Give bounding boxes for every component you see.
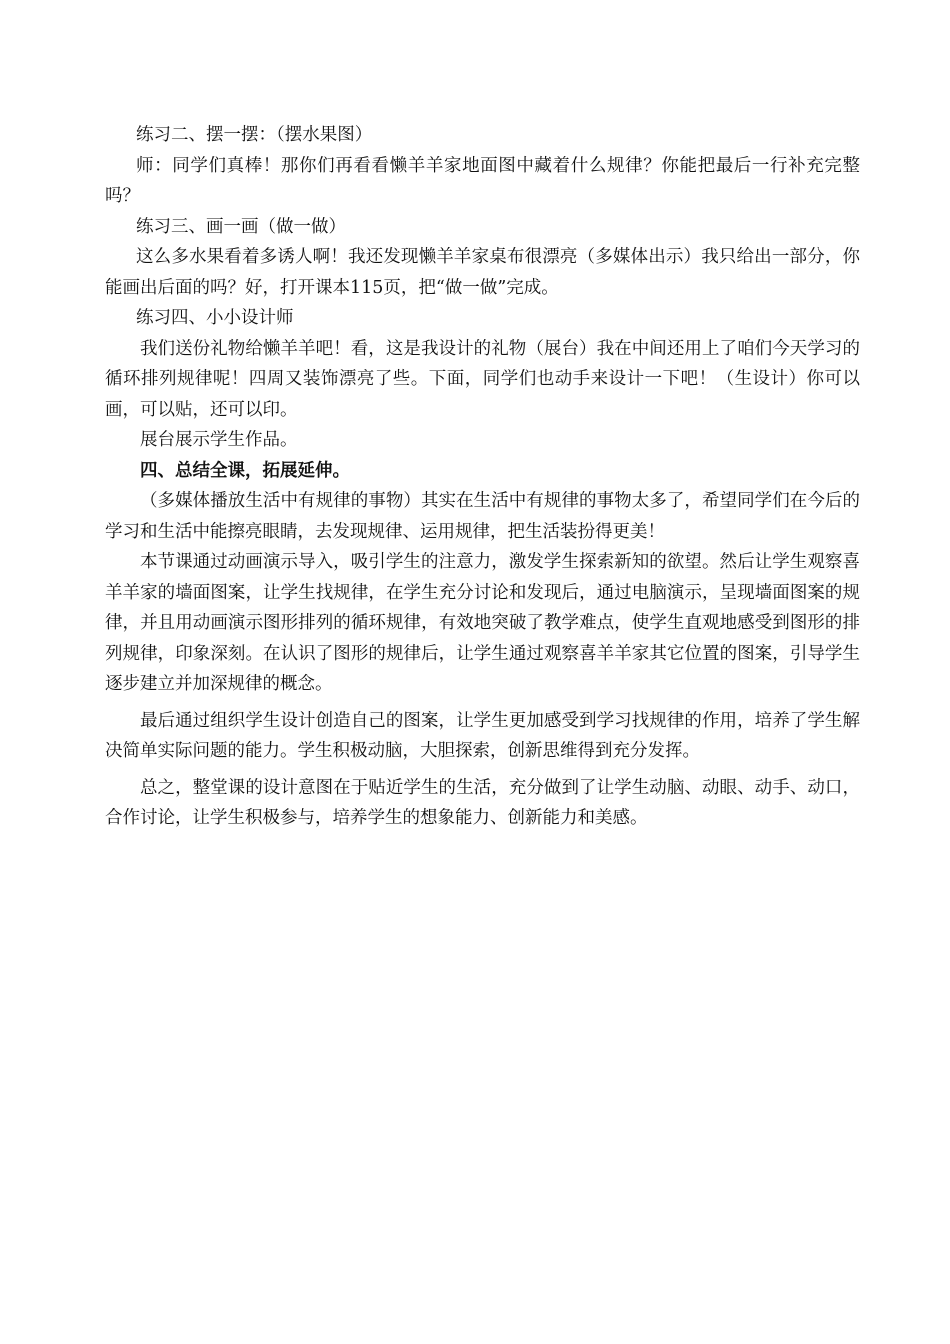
exercise-2-title: 练习二、摆一摆：（摆水果图）	[136, 125, 373, 145]
reflection-paragraph-2: 最后通过组织学生设计创造自己的图案，让学生更加感受到学习找规律的作用，培养了学生解决简单实际问题的能力。学生积极动脑，大胆探索，创新思维得到充分发挥。	[105, 710, 860, 761]
reflection-paragraph-3: 总之，整堂课的设计意图在于贴近学生的生活，充分做到了让学生动脑、动眼、动手、动口，合作讨论，让学生积极参与，培养学生的想象能力、创新能力和美感。	[105, 777, 860, 828]
reflection-paragraph-1: 本节课通过动画演示导入，吸引学生的注意力，激发学生探索新知的欲望。然后让学生观察喜羊羊家的墙面图案，让学生找规律，在学生充分讨论和发现后，通过电脑演示，呈现墙面图案的规律，并且用动画演示图形排列的循环规律，有效地突破了教学难点，使学生直观地感受到图形的排列规律，印象深刻。在认识了图形的规律后，让学生通过观察喜羊羊家其它位置的图案，引导学生逐步建立并加深规律的概念。	[105, 552, 860, 694]
exercise-4-showcase: 展台展示学生作品。	[140, 430, 298, 450]
exercise-3-title: 练习三、画一画（做一做）	[136, 216, 346, 237]
section-4-heading: 四、总结全课，拓展延伸。	[140, 460, 350, 481]
section-4-body: （多媒体播放生活中有规律的事物）其实在生活中有规律的事物太多了，希望同学们在今后的学习和生活中能擦亮眼睛，去发现规律、运用规律，把生活装扮得更美！	[105, 491, 860, 542]
document-body	[105, 120, 860, 834]
exercise-3-body: 这么多水果看着多诱人啊！我还发现懒羊羊家桌布很漂亮（多媒体出示）我只给出一部分，你能画出后面的吗？好，打开课本115页，把“做一做”完成。	[105, 247, 860, 298]
exercise-2-body: 师：同学们真棒！那你们再看看懒羊羊家地面图中藏着什么规律？你能把最后一行补充完整吗？	[105, 155, 860, 206]
exercise-4-body: 我们送份礼物给懒羊羊吧！看，这是我设计的礼物（展台）我在中间还用上了咱们今天学习的循环排列规律呢！四周又装饰漂亮了些。下面，同学们也动手来设计一下吧！（生设计）你可以画，可以贴，还可以印。	[105, 338, 860, 420]
exercise-4-title: 练习四、小小设计师	[136, 308, 294, 328]
